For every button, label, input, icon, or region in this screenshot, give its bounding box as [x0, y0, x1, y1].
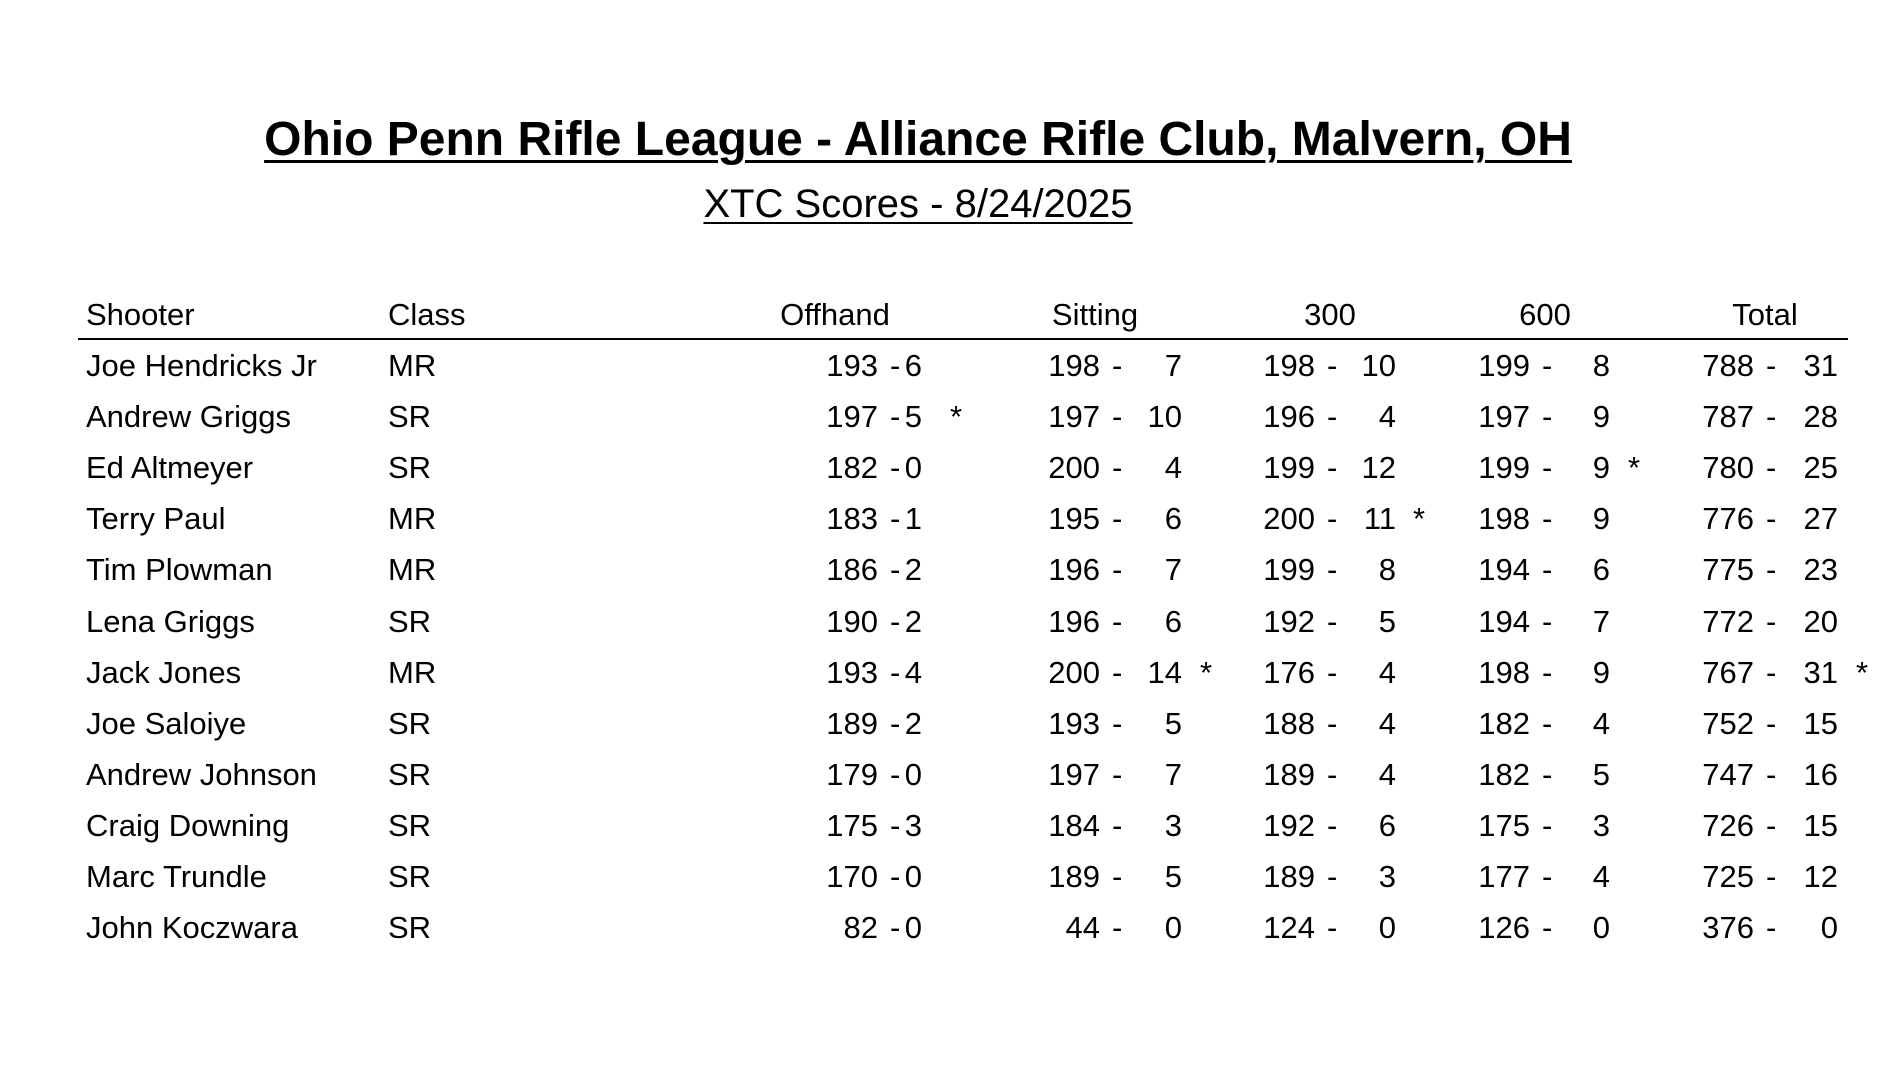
shooter-name: Joe Hendricks Jr [86, 348, 317, 383]
r600-x-count: 8 [1592, 348, 1610, 383]
score-separator: - [1327, 808, 1338, 843]
r300-x-count: 4 [1378, 706, 1396, 741]
offhand-x-count: 6 [904, 348, 922, 383]
score-separator: - [1327, 655, 1338, 690]
score-separator: - [890, 910, 901, 945]
score-separator: - [1542, 348, 1553, 383]
r300-x-count: 5 [1378, 604, 1396, 639]
shooter-name: Joe Saloiye [86, 706, 247, 741]
score-separator: - [890, 757, 901, 792]
shooter-name: Terry Paul [86, 501, 226, 536]
r600-x-count: 9 [1592, 450, 1610, 485]
shooter-class: SR [388, 399, 432, 434]
sitting-x-count: 5 [1164, 859, 1182, 894]
r300-x-count: 10 [1361, 348, 1396, 383]
total-score: 747 [1702, 757, 1754, 792]
shooter-class: MR [388, 552, 437, 587]
score-separator: - [1327, 910, 1338, 945]
r600-x-count: 7 [1592, 604, 1610, 639]
total-x-count: 16 [1803, 757, 1838, 792]
score-separator: - [1112, 706, 1123, 741]
sitting-x-count: 14 [1147, 655, 1182, 690]
r300-score: 192 [1263, 808, 1315, 843]
shooter-name: Jack Jones [86, 655, 242, 690]
offhand-x-count: 4 [904, 655, 922, 690]
r600-x-count: 4 [1592, 859, 1610, 894]
r300-x-count: 3 [1378, 859, 1396, 894]
sitting-score: 189 [1048, 859, 1100, 894]
score-separator: - [1112, 808, 1123, 843]
sitting-x-count: 6 [1164, 604, 1182, 639]
offhand-x-count: 1 [904, 501, 922, 536]
shooter-class: MR [388, 348, 437, 383]
score-separator: - [1766, 910, 1777, 945]
shooter-class: SR [388, 910, 432, 945]
score-separator: - [1542, 757, 1553, 792]
column-header-600: 600 [1519, 297, 1571, 332]
score-separator: - [1542, 552, 1553, 587]
total-x-count: 12 [1803, 859, 1838, 894]
r300-x-count: 4 [1378, 757, 1396, 792]
sitting-x-count: 4 [1164, 450, 1182, 485]
r600-x-count: 6 [1592, 552, 1610, 587]
sitting-score: 198 [1048, 348, 1100, 383]
score-separator: - [1112, 604, 1123, 639]
total-x-count: 20 [1803, 604, 1838, 639]
score-separator: - [890, 859, 901, 894]
offhand-score: 190 [826, 604, 878, 639]
shooter-class: SR [388, 450, 432, 485]
score-separator: - [1766, 859, 1777, 894]
offhand-score: 182 [826, 450, 878, 485]
offhand-score: 197 [826, 399, 878, 434]
score-separator: - [1542, 706, 1553, 741]
score-separator: - [1542, 859, 1553, 894]
shooter-name: John Koczwara [86, 910, 298, 945]
sitting-score: 193 [1048, 706, 1100, 741]
r600-x-count: 9 [1592, 501, 1610, 536]
score-separator: - [890, 655, 901, 690]
sitting-score: 44 [1065, 910, 1100, 945]
score-separator: - [1327, 859, 1338, 894]
sitting-x-count: 10 [1147, 399, 1182, 434]
score-separator: - [1766, 501, 1777, 536]
shooter-class: MR [388, 655, 437, 690]
total-score: 726 [1702, 808, 1754, 843]
r300-x-count: 6 [1378, 808, 1396, 843]
sitting-x-count: 7 [1164, 552, 1182, 587]
column-header-shooter: Shooter [86, 297, 195, 332]
offhand-score: 189 [826, 706, 878, 741]
r600-score: 199 [1478, 450, 1530, 485]
offhand-score: 186 [826, 552, 878, 587]
offhand-x-count: 5 [904, 399, 922, 434]
score-separator: - [890, 501, 901, 536]
total-x-count: 31 [1803, 655, 1838, 690]
shooter-class: SR [388, 706, 432, 741]
r300-score: 124 [1263, 910, 1315, 945]
total-score: 767 [1702, 655, 1754, 690]
sitting-score: 184 [1048, 808, 1100, 843]
column-header-class: Class [388, 297, 466, 332]
score-separator: - [1112, 399, 1123, 434]
score-separator: - [1112, 757, 1123, 792]
total-score: 725 [1702, 859, 1754, 894]
offhand-x-count: 0 [904, 859, 922, 894]
r600-score: 194 [1478, 604, 1530, 639]
r600-score: 182 [1478, 706, 1530, 741]
score-separator: - [1112, 859, 1123, 894]
sitting-score: 200 [1048, 655, 1100, 690]
score-separator: - [890, 552, 901, 587]
score-separator: - [1542, 399, 1553, 434]
shooter-name: Craig Downing [86, 808, 290, 843]
offhand-score: 175 [826, 808, 878, 843]
column-header-sitting: Sitting [1051, 297, 1139, 332]
total-marker: * [1856, 655, 1869, 690]
r600-x-count: 9 [1592, 399, 1610, 434]
score-separator: - [1542, 501, 1553, 536]
score-separator: - [1327, 450, 1338, 485]
offhand-score: 183 [826, 501, 878, 536]
r300-x-count: 8 [1378, 552, 1396, 587]
sitting-score: 197 [1048, 757, 1100, 792]
score-separator: - [890, 706, 901, 741]
r300-score: 199 [1263, 552, 1315, 587]
score-separator: - [1766, 706, 1777, 741]
r300-score: 198 [1263, 348, 1315, 383]
score-separator: - [1327, 348, 1338, 383]
sitting-x-count: 6 [1164, 501, 1182, 536]
sitting-x-count: 0 [1164, 910, 1182, 945]
offhand-x-count: 0 [904, 757, 922, 792]
r600-marker: * [1628, 450, 1641, 485]
shooter-class: SR [388, 808, 432, 843]
offhand-score: 193 [826, 348, 878, 383]
r600-x-count: 0 [1592, 910, 1610, 945]
score-separator: - [1112, 501, 1123, 536]
header-divider [78, 338, 1848, 340]
total-x-count: 27 [1803, 501, 1838, 536]
shooter-name: Tim Plowman [86, 552, 273, 587]
total-x-count: 31 [1803, 348, 1838, 383]
r300-score: 176 [1263, 655, 1315, 690]
offhand-score: 82 [843, 910, 878, 945]
total-score: 787 [1702, 399, 1754, 434]
total-score: 376 [1702, 910, 1754, 945]
r600-score: 198 [1478, 655, 1530, 690]
total-x-count: 15 [1803, 808, 1838, 843]
sitting-x-count: 7 [1164, 757, 1182, 792]
total-score: 772 [1702, 604, 1754, 639]
score-separator: - [1327, 757, 1338, 792]
score-separator: - [1542, 808, 1553, 843]
score-separator: - [1327, 604, 1338, 639]
r300-score: 192 [1263, 604, 1315, 639]
score-separator: - [1327, 706, 1338, 741]
sitting-score: 196 [1048, 552, 1100, 587]
offhand-x-count: 2 [904, 552, 922, 587]
r300-x-count: 4 [1378, 399, 1396, 434]
offhand-x-count: 2 [904, 706, 922, 741]
shooter-class: SR [388, 757, 432, 792]
sitting-score: 197 [1048, 399, 1100, 434]
shooter-class: MR [388, 501, 437, 536]
score-separator: - [1112, 910, 1123, 945]
score-separator: - [1766, 808, 1777, 843]
total-x-count: 28 [1803, 399, 1838, 434]
score-separator: - [1766, 348, 1777, 383]
shooter-name: Lena Griggs [86, 604, 255, 639]
total-x-count: 15 [1803, 706, 1838, 741]
score-separator: - [1112, 348, 1123, 383]
r600-score: 197 [1478, 399, 1530, 434]
r600-score: 199 [1478, 348, 1530, 383]
offhand-score: 170 [826, 859, 878, 894]
r300-score: 189 [1263, 859, 1315, 894]
page-subtitle: XTC Scores - 8/24/2025 [703, 182, 1133, 226]
sitting-score: 196 [1048, 604, 1100, 639]
shooter-name: Andrew Johnson [86, 757, 317, 792]
r300-score: 188 [1263, 706, 1315, 741]
sitting-x-count: 3 [1164, 808, 1182, 843]
r300-score: 196 [1263, 399, 1315, 434]
score-separator: - [1542, 655, 1553, 690]
score-separator: - [1112, 450, 1123, 485]
score-separator: - [1766, 757, 1777, 792]
column-header-offhand: Offhand [780, 297, 890, 332]
offhand-score: 179 [826, 757, 878, 792]
total-score: 788 [1702, 348, 1754, 383]
shooter-name: Andrew Griggs [86, 399, 292, 434]
shooter-name: Ed Altmeyer [86, 450, 254, 485]
offhand-x-count: 3 [904, 808, 922, 843]
r600-score: 194 [1478, 552, 1530, 587]
r300-x-count: 12 [1361, 450, 1396, 485]
score-separator: - [890, 604, 901, 639]
sitting-score: 195 [1048, 501, 1100, 536]
score-separator: - [1766, 552, 1777, 587]
offhand-score: 193 [826, 655, 878, 690]
r600-x-count: 5 [1592, 757, 1610, 792]
total-score: 776 [1702, 501, 1754, 536]
r300-score: 199 [1263, 450, 1315, 485]
score-separator: - [1327, 552, 1338, 587]
score-separator: - [1112, 655, 1123, 690]
offhand-marker: * [950, 399, 963, 434]
shooter-name: Marc Trundle [86, 859, 267, 894]
sitting-marker: * [1200, 655, 1213, 690]
total-x-count: 0 [1820, 910, 1838, 945]
score-separator: - [1327, 399, 1338, 434]
sitting-score: 200 [1048, 450, 1100, 485]
score-separator: - [1112, 552, 1123, 587]
total-x-count: 25 [1803, 450, 1838, 485]
score-separator: - [890, 450, 901, 485]
score-separator: - [1766, 450, 1777, 485]
r600-x-count: 4 [1592, 706, 1610, 741]
r600-score: 182 [1478, 757, 1530, 792]
r300-score: 189 [1263, 757, 1315, 792]
score-separator: - [1542, 604, 1553, 639]
score-separator: - [1766, 604, 1777, 639]
page-title: Ohio Penn Rifle League - Alliance Rifle Club, Malvern, OH [264, 113, 1572, 166]
r300-score: 200 [1263, 501, 1315, 536]
r300-x-count: 11 [1363, 501, 1396, 536]
score-separator: - [890, 348, 901, 383]
total-score: 775 [1702, 552, 1754, 587]
column-header-total: Total [1732, 297, 1798, 332]
sitting-x-count: 7 [1164, 348, 1182, 383]
r600-score: 126 [1478, 910, 1530, 945]
score-separator: - [1327, 501, 1338, 536]
r600-score: 175 [1478, 808, 1530, 843]
score-separator: - [1766, 655, 1777, 690]
score-separator: - [1542, 910, 1553, 945]
r600-score: 177 [1478, 859, 1530, 894]
score-separator: - [1542, 450, 1553, 485]
sitting-x-count: 5 [1164, 706, 1182, 741]
total-score: 780 [1702, 450, 1754, 485]
column-header-300: 300 [1304, 297, 1356, 332]
r600-x-count: 3 [1592, 808, 1610, 843]
shooter-class: SR [388, 859, 432, 894]
r300-x-count: 4 [1378, 655, 1396, 690]
r600-x-count: 9 [1592, 655, 1610, 690]
offhand-x-count: 0 [904, 910, 922, 945]
total-score: 752 [1702, 706, 1754, 741]
offhand-x-count: 2 [904, 604, 922, 639]
r600-score: 198 [1478, 501, 1530, 536]
shooter-class: SR [388, 604, 432, 639]
r300-marker: * [1413, 501, 1426, 536]
r300-x-count: 0 [1378, 910, 1396, 945]
score-separator: - [890, 399, 901, 434]
score-separator: - [1766, 399, 1777, 434]
total-x-count: 23 [1803, 552, 1838, 587]
offhand-x-count: 0 [904, 450, 922, 485]
score-separator: - [890, 808, 901, 843]
